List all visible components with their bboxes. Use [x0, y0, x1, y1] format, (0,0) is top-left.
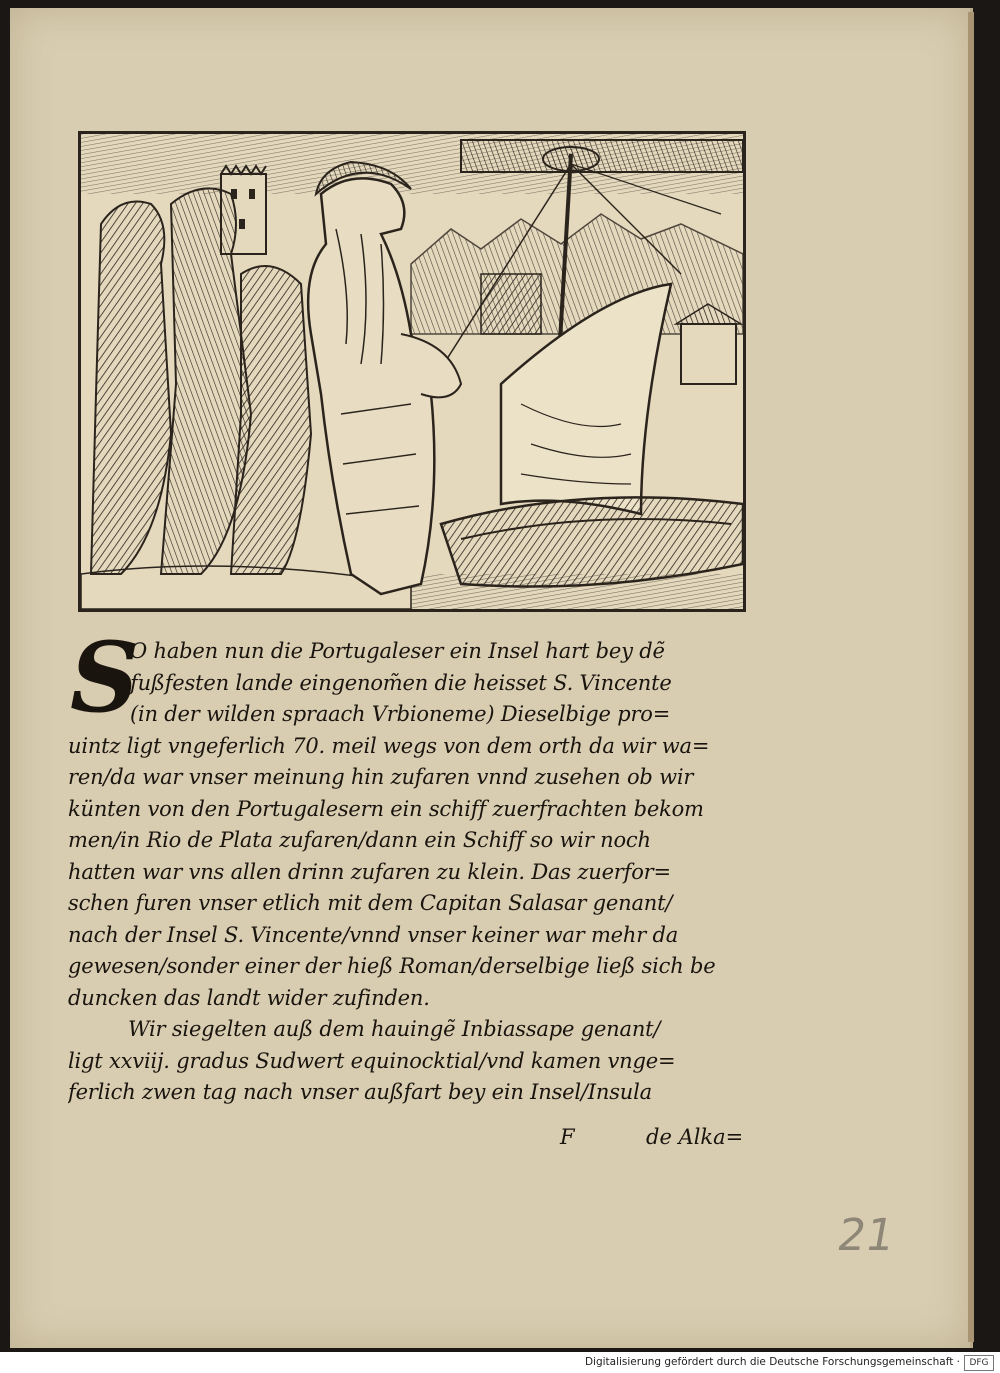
text-line: (in der wilden spraach Vrbioneme) Dieselbige pro=: [130, 702, 671, 726]
text-line: men/in Rio de Plata zufaren/dann ein Schiff so wir noch: [68, 828, 651, 852]
footer-credit: Digitalisierung gefördert durch die Deutsche Forschungsgemeinschaft ·: [584, 1356, 960, 1368]
pencil-page-number: 21: [833, 1210, 899, 1261]
text-line: duncken das landt wider zufinden.: [68, 985, 430, 1010]
text-line: O haben nun die Portugaleser ein Insel hart bey dẽ: [130, 639, 665, 663]
text-line: fußfesten lande eingenom̃en die heisset S. Vincente: [130, 670, 672, 695]
text-line: uintz ligt vngeferlich 70. meil wegs von dem orth da wir wa=: [68, 733, 710, 758]
text-line: ren/da war vnser meinung hin zufaren vnnd zusehen ob wir: [68, 765, 694, 789]
woodcut-illustration: [78, 131, 746, 612]
text-line: ferlich zwen tag nach vnser außfart bey ein Insel/Insula: [68, 1080, 652, 1104]
text-line: ligt xxviij. gradus Sudwert equinocktial/vnd kamen vnge=: [68, 1048, 676, 1073]
signature-mark: F: [560, 1125, 575, 1149]
body-text: [68, 636, 758, 1109]
text-line: hatten war vns allen drinn zufaren zu klein. Das zuerfor=: [68, 859, 671, 884]
page-foot-line: [68, 1125, 758, 1157]
page-edge: [968, 12, 974, 1342]
text-line: nach der Insel S. Vincente/vnnd vnser keiner war mehr da: [68, 922, 679, 947]
text-line: schen furen vnser etlich mit dem Capitan Salasar genant/: [68, 891, 673, 915]
catchword: de Alka=: [646, 1125, 744, 1149]
woodcut-drawing: [81, 134, 743, 609]
dfg-logo-icon: DFG: [964, 1355, 994, 1371]
text-line: Wir siegelten auß dem hauingẽ Inbiassape genant/: [128, 1017, 661, 1041]
decorated-initial: S: [70, 621, 140, 734]
text-line: künten von den Portugalesern ein schiff zuerfrachten bekom: [68, 796, 704, 821]
text-line: gewesen/sonder einer der hieß Roman/derselbige ließ sich be: [68, 954, 716, 978]
digitization-footer: [0, 1352, 1000, 1373]
